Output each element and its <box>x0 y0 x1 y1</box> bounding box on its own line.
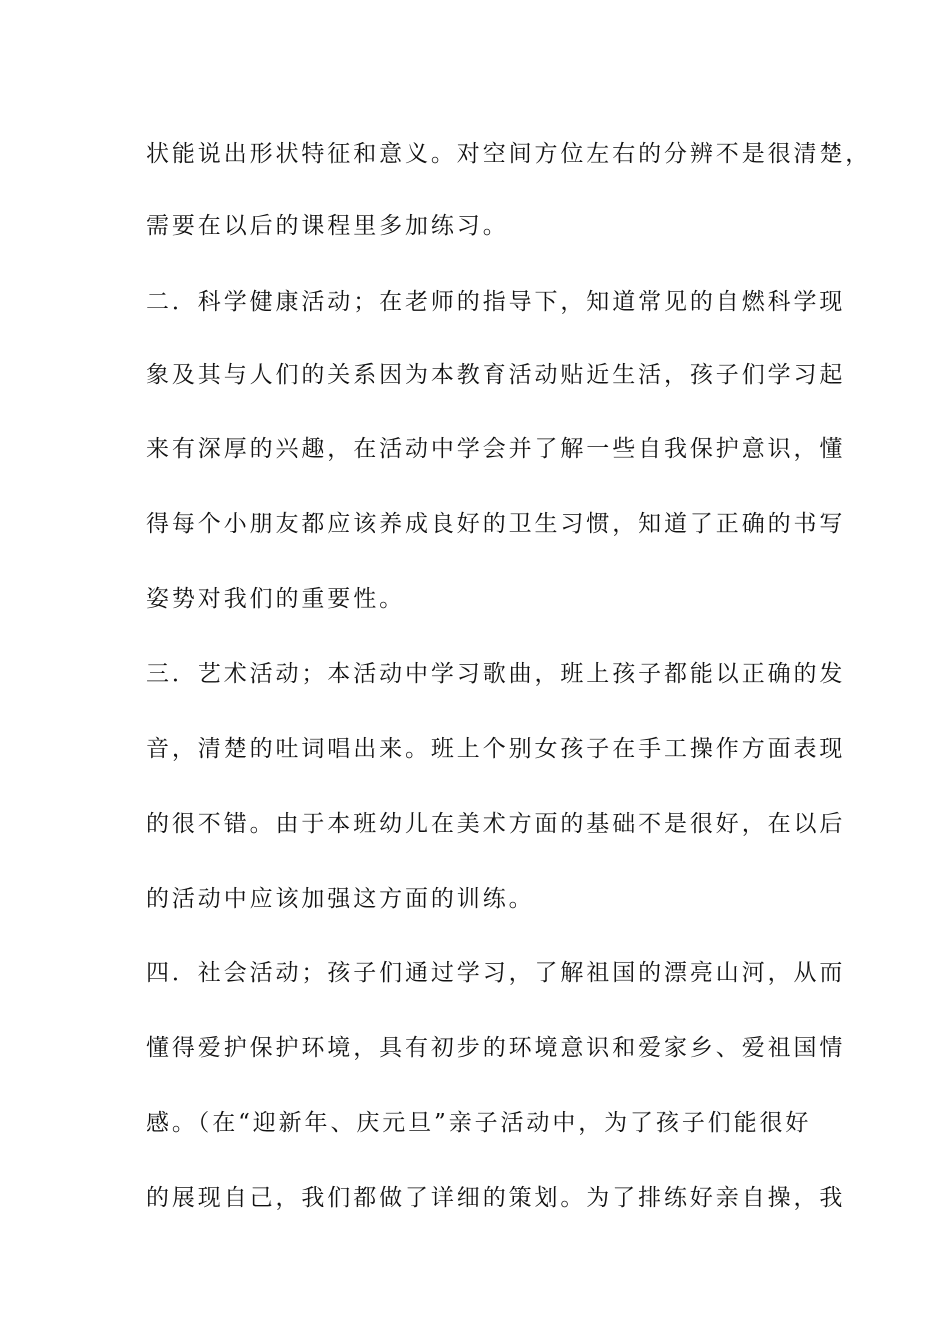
text-line: 三．艺术活动；本活动中学习歌曲，班上孩子都能以正确的发 <box>146 661 846 687</box>
text-line: 二．科学健康活动；在老师的指导下，知道常见的自燃科学现 <box>146 289 846 315</box>
text-line: 来有深厚的兴趣，在活动中学会并了解一些自我保护意识，懂 <box>146 436 846 462</box>
text-line: 姿势对我们的重要性。 <box>146 586 405 612</box>
text-line: 需要在以后的课程里多加练习。 <box>146 213 509 239</box>
text-line: 的很不错。由于本班幼儿在美术方面的基础不是很好，在以后 <box>146 811 846 837</box>
text-line: 的展现自己，我们都做了详细的策划。为了排练好亲自操，我 <box>146 1185 846 1211</box>
text-line: 状能说出形状特征和意义。对空间方位左右的分辨不是很清楚， <box>146 141 872 167</box>
text-line: 得每个小朋友都应该养成良好的卫生习惯，知道了正确的书写 <box>146 511 846 537</box>
text-line: 感。（在“迎新年、庆元旦”亲子活动中，为了孩子们能很好 <box>146 1110 812 1136</box>
text-line: 象及其与人们的关系因为本教育活动贴近生活，孩子们学习起 <box>146 362 846 388</box>
text-line: 懂得爱护保护环境，具有初步的环境意识和爱家乡、爱祖国情 <box>146 1035 846 1061</box>
text-line: 音，清楚的吐词唱出来。班上个别女孩子在手工操作方面表现 <box>146 736 846 762</box>
text-line: 的活动中应该加强这方面的训练。 <box>146 886 535 912</box>
text-line: 四．社会活动；孩子们通过学习，了解祖国的漂亮山河，从而 <box>146 960 846 986</box>
